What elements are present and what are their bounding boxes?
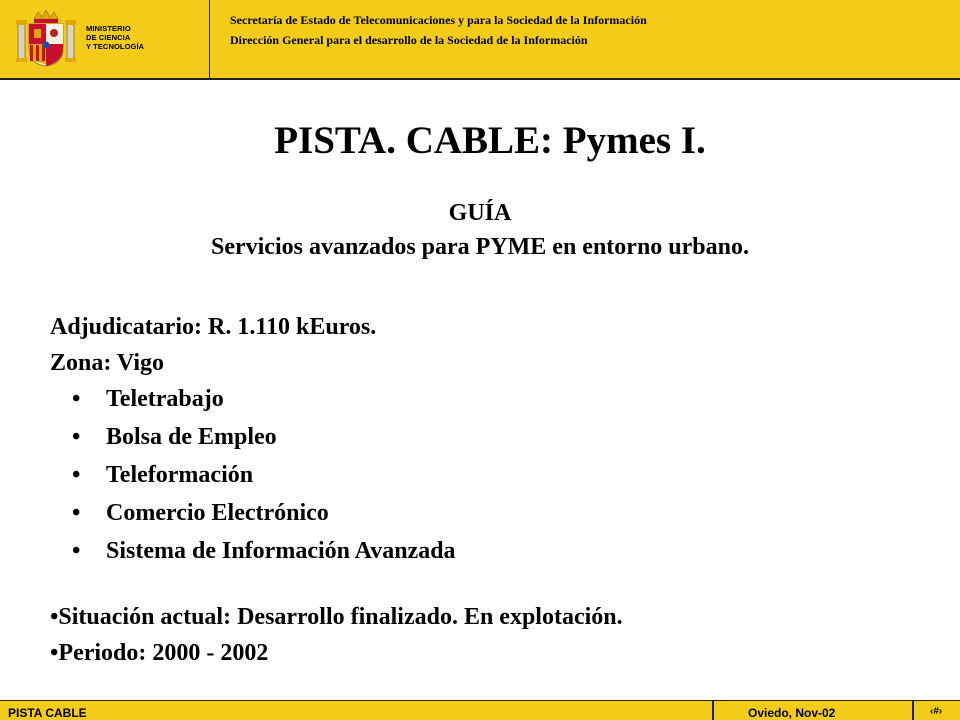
service-item-label: Bolsa de Empleo [106, 424, 277, 450]
periodo-text: •Periodo: 2000 - 2002 [50, 640, 269, 666]
zona-text: Zona: Vigo [50, 350, 165, 376]
list-item [50, 382, 930, 420]
footer-right-text: Oviedo, Nov-02 [748, 706, 836, 720]
adjudicatario-text: Adjudicatario: R. 1.110 kEuros. [50, 314, 377, 340]
list-item [50, 496, 930, 534]
service-item-label: Teletrabajo [106, 386, 224, 412]
bullet-icon: • [72, 462, 81, 488]
ministry-logo-box [0, 0, 210, 78]
slide-title: PISTA. CABLE: Pymes I. [274, 119, 706, 162]
slide-body [50, 310, 930, 672]
header-text [230, 10, 647, 50]
footer-left-text: PISTA CABLE [8, 706, 87, 720]
list-item [50, 420, 930, 458]
service-item-label: Teleformación [106, 462, 254, 488]
header-line-1: Secretaría de Estado de Telecomunicaciones y para la Sociedad de la Información [230, 13, 647, 27]
subtitle-guia: GUÍA [448, 200, 512, 226]
list-item [50, 534, 930, 572]
bullet-icon: • [72, 424, 81, 450]
footer-divider [912, 701, 914, 720]
ministry-name: MINISTERIO DE CIENCIA Y TECNOLOGÍA [86, 24, 145, 51]
bullet-icon: • [72, 538, 81, 564]
page-number: ‹#› [930, 706, 943, 717]
bullet-icon: • [72, 500, 81, 526]
spacer [50, 572, 930, 600]
header-bar [0, 0, 960, 80]
service-item-label: Sistema de Información Avanzada [106, 538, 456, 564]
header-line-2: Dirección General para el desarrollo de la Sociedad de la Información [230, 33, 588, 47]
footer-divider [712, 701, 714, 720]
bullet-icon: • [72, 386, 81, 412]
situacion-text: •Situación actual: Desarrollo finalizado. En explotación. [50, 604, 623, 630]
service-item-label: Comercio Electrónico [106, 500, 329, 526]
slide-subtitle [0, 196, 960, 264]
footer-bar [0, 700, 960, 720]
list-item [50, 458, 930, 496]
subtitle-description: Servicios avanzados para PYME en entorno urbano. [210, 234, 749, 260]
coat-of-arms-icon [16, 10, 76, 68]
